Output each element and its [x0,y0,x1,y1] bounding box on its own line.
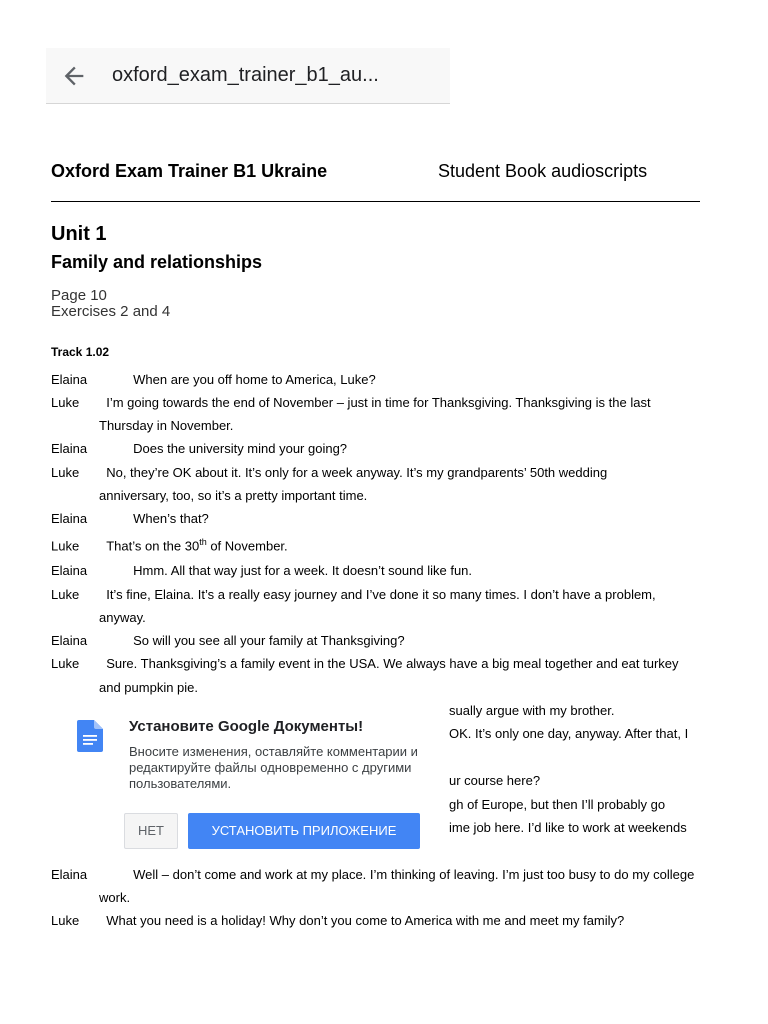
speech: What you need is a holiday! Why don’t you come to America with me and meet my family? [106,913,625,928]
speech: So will you see all your family at Thanksgiving? [133,633,405,648]
speech: No, they’re OK about it. It’s only for a week anyway. It’s my grandparents’ 50th wedding [106,465,608,480]
track-label: Track 1.02 [51,345,110,359]
speech: That’s on the 30 [106,538,200,554]
unit-title: Unit 1 [51,223,107,245]
dialogue-line [51,867,694,882]
partially-hidden-text: sually argue with my brother. [449,703,615,718]
google-docs-icon [77,720,103,752]
header-divider [51,201,700,202]
speech: When are you off home to America, Luke? [133,372,376,387]
dismiss-button[interactable]: НЕТ [124,813,178,849]
speech: When’s that? [133,511,209,526]
install-app-banner [60,705,440,857]
speaker: Elaina [51,867,88,882]
speaker: Elaina [51,633,88,648]
speech: I’m going towards the end of November – just in time for Thanksgiving. Thanksgiving is the last [106,395,651,410]
speech: It’s fine, Elaina. It’s a really easy journey and I’ve done it so many times. I don’t have a problem, [106,587,656,602]
speech: Sure. Thanksgiving’s a family event in the USA. We always have a big meal together and eat turkey [106,656,679,671]
dialogue-line [51,537,288,553]
speaker: Luke [51,913,80,928]
speaker: Luke [51,465,80,480]
dialogue-continuation: anyway. [99,610,146,625]
unit-subtitle: Family and relationships [51,252,263,272]
speaker: Elaina [51,511,88,526]
dialogue-continuation: Thursday in November. [99,418,234,433]
dialogue-line [51,913,624,928]
dialogue-line [51,395,651,410]
speaker: Luke [51,587,80,602]
partially-hidden-text: ime job here. I’d like to work at weekends [449,820,687,835]
dialogue-line [51,511,209,526]
doc-header-title: Oxford Exam Trainer B1 Ukraine [51,161,328,181]
dialogue-continuation: and pumpkin pie. [99,680,199,695]
banner-title: Установите Google Документы! [129,718,364,735]
speech: of November. [206,538,288,554]
dialogue-line [51,656,679,671]
document-title: oxford_exam_trainer_b1_au... [112,64,379,86]
back-button[interactable] [60,62,88,90]
speech: Does the university mind your going? [133,441,348,456]
page-number: Page 10 [51,287,107,304]
dialogue-line [51,563,472,578]
dialogue-line [51,633,405,648]
arrow-back-icon [60,62,88,90]
speaker: Elaina [51,372,88,387]
speaker: Elaina [51,441,88,456]
install-app-button[interactable]: УСТАНОВИТЬ ПРИЛОЖЕНИЕ [188,813,420,849]
partially-hidden-text: OK. It’s only one day, anyway. After that, I [449,726,689,741]
dialogue-line [51,587,656,602]
partially-hidden-text: gh of Europe, but then I’ll probably go [449,797,666,812]
ordinal-suffix: th [199,537,207,547]
speaker: Luke [51,656,80,671]
banner-body: Вносите изменения, оставляйте комментарии и редактируйте файлы одновременно с другими пользователями. [129,744,418,791]
dialogue-line [51,441,347,456]
speech: Well – don’t come and work at my place. I’m thinking of leaving. I’m just too busy to do my college [133,867,695,882]
doc-header-subtitle: Student Book audioscripts [438,161,648,181]
exercises-label: Exercises 2 and 4 [51,303,171,320]
speaker: Luke [51,395,80,410]
partially-hidden-text: ur course here? [449,773,541,788]
dialogue-continuation: work. [99,890,131,905]
dialogue-line [51,465,607,480]
speaker: Elaina [51,563,88,578]
dialogue-continuation: anniversary, too, so it’s a pretty important time. [99,488,368,503]
dialogue-line [51,372,376,387]
app-top-bar [46,48,450,104]
speech: Hmm. All that way just for a week. It doesn’t sound like fun. [133,563,473,578]
speaker: Luke [51,538,80,554]
